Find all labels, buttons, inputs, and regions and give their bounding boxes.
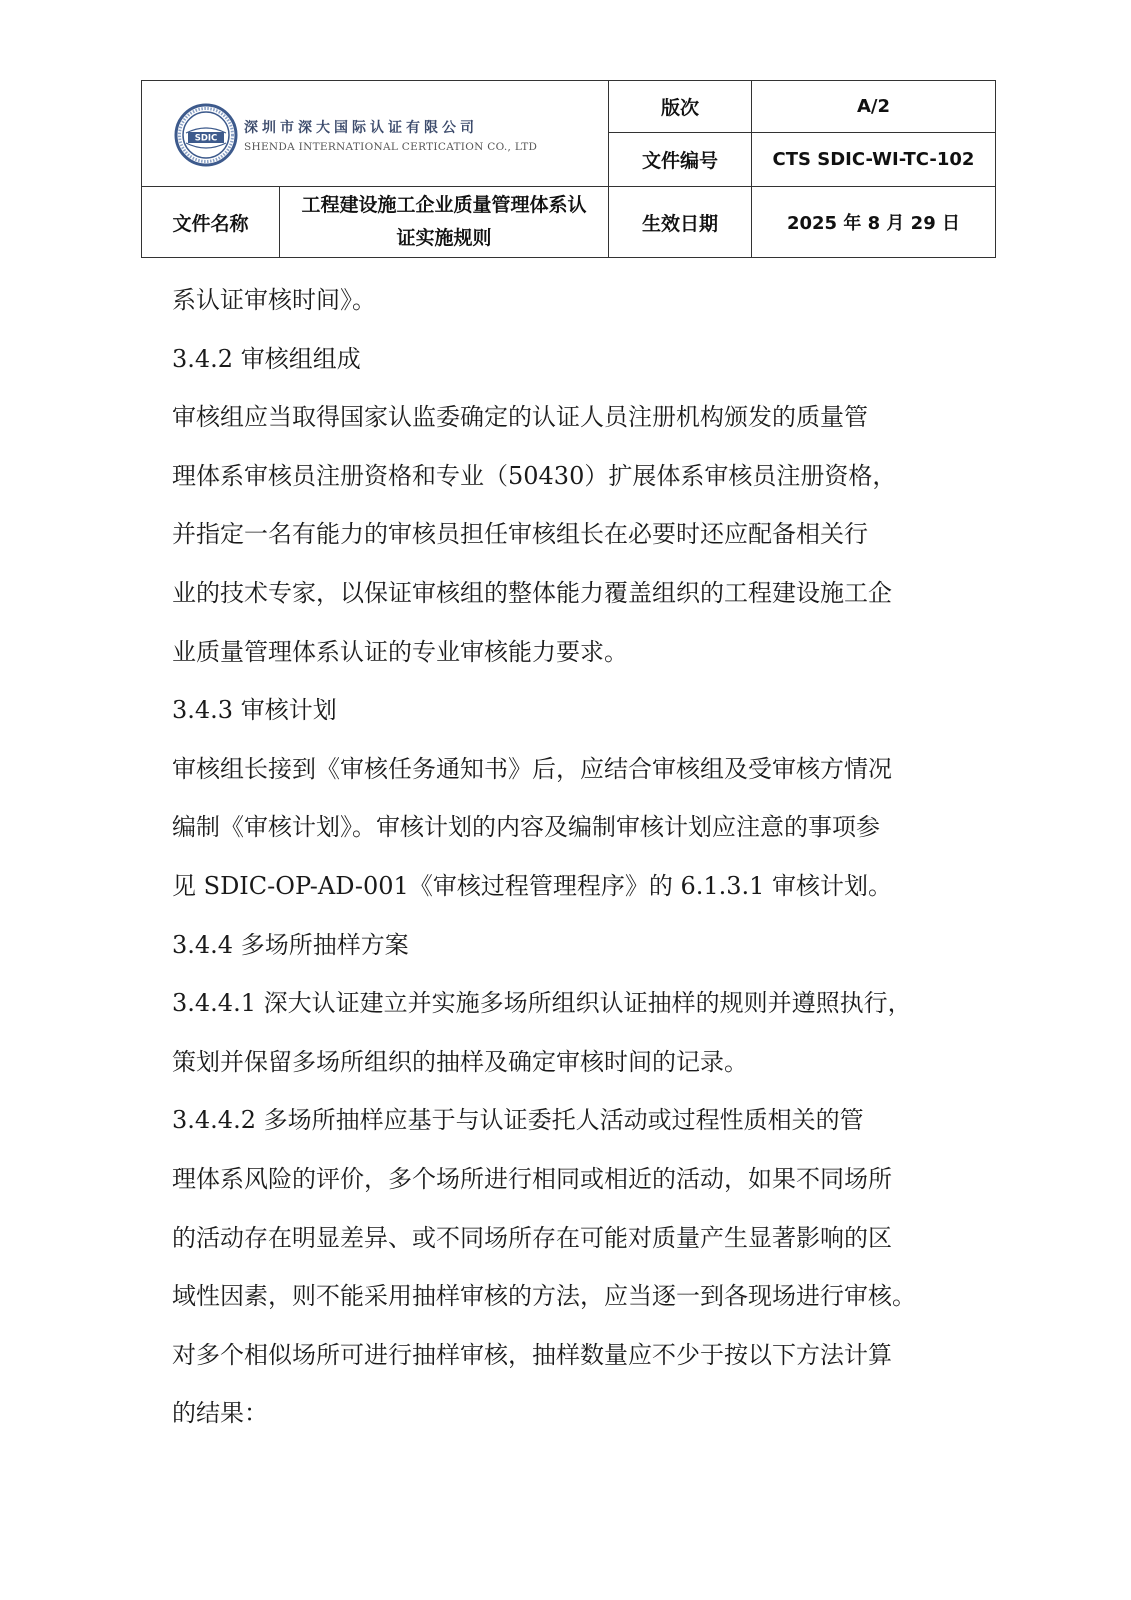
- doc-name-line-1: 工程建设施工企业质量管理体系认: [301, 194, 587, 216]
- body-line: 3.4.4.1 深大认证建立并实施多场所组织认证抽样的规则并遵照执行，: [172, 989, 912, 1018]
- document-body: [172, 271, 972, 1443]
- body-line: 系认证审核时间》。: [172, 286, 376, 314]
- effective-date-label: 生效日期: [609, 187, 752, 258]
- body-line: 见 SDIC-OP-AD-001《审核过程管理程序》的 6.1.3.1 审核计划。: [172, 871, 893, 900]
- doc-name-line-2: 证实施规则: [396, 227, 492, 249]
- body-line: 3.4.4.2 多场所抽样应基于与认证委托人活动或过程性质相关的管: [172, 1106, 864, 1135]
- section-heading-3-4-4: 3.4.4 多场所抽样方案: [172, 930, 409, 959]
- body-line: 审核组长接到《审核任务通知书》后，应结合审核组及受审核方情况: [172, 754, 892, 783]
- doc-number-value: CTS SDIC-WI-TC-102: [752, 133, 996, 187]
- body-line: 策划并保留多场所组织的抽样及确定审核时间的记录。: [172, 1047, 748, 1076]
- section-heading-3-4-3: 3.4.3 审核计划: [172, 696, 337, 725]
- document-header-table: [141, 80, 996, 258]
- body-line: 对多个相似场所可进行抽样审核，抽样数量应不少于按以下方法计算: [172, 1340, 892, 1369]
- company-name-en: SHENDA INTERNATIONAL CERTICATION CO., LTD: [244, 141, 538, 153]
- doc-name-label: 文件名称: [142, 187, 280, 258]
- body-line: 域性因素，则不能采用抽样审核的方法，应当逐一到各现场进行审核。: [172, 1282, 916, 1311]
- company-name-cn: 深圳市深大国际认证有限公司: [244, 120, 478, 136]
- company-logo: [174, 103, 537, 167]
- doc-number-label: 文件编号: [609, 133, 752, 187]
- effective-date-value: 2025 年 8 月 29 日: [752, 187, 996, 258]
- doc-name-value: [280, 187, 609, 258]
- section-heading-3-4-2: 3.4.2 审核组组成: [172, 344, 361, 373]
- body-line: 审核组应当取得国家认监委确定的认证人员注册机构颁发的质量管: [172, 403, 868, 432]
- body-line: 业质量管理体系认证的专业审核能力要求。: [172, 637, 628, 666]
- body-line: 并指定一名有能力的审核员担任审核组长在必要时还应配备相关行: [172, 520, 868, 549]
- body-line: 的活动存在明显差异、或不同场所存在可能对质量产生显著影响的区: [172, 1223, 892, 1252]
- body-line: 业的技术专家，以保证审核组的整体能力覆盖组织的工程建设施工企: [172, 578, 892, 607]
- company-logo-cell: [142, 81, 609, 187]
- seal-text: SDIC: [194, 133, 218, 144]
- company-seal-icon: [174, 103, 238, 167]
- body-line: 的结果：: [172, 1399, 268, 1428]
- body-line: 理体系风险的评价，多个场所进行相同或相近的活动，如果不同场所: [172, 1164, 892, 1193]
- version-label: 版次: [609, 81, 752, 133]
- version-value: A/2: [752, 81, 996, 133]
- body-line: 编制《审核计划》。审核计划的内容及编制审核计划应注意的事项参: [172, 813, 880, 842]
- body-line: 理体系审核员注册资格和专业（50430）扩展体系审核员注册资格，: [172, 461, 897, 490]
